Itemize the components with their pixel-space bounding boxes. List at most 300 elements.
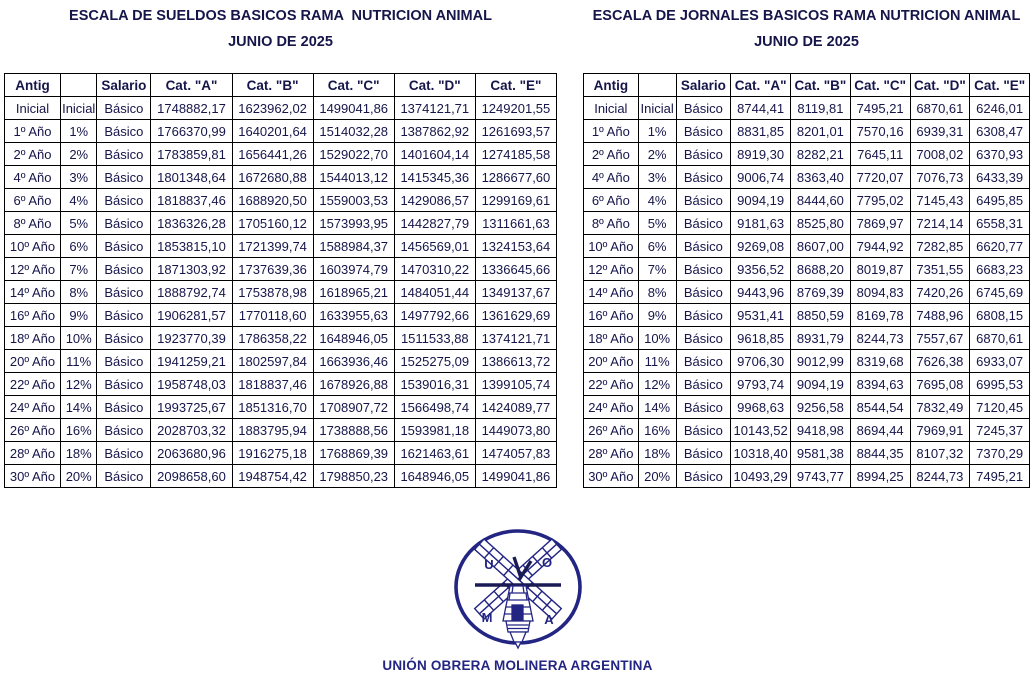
table-cell: 1656441,26 (232, 143, 313, 166)
table-cell: 6º Año (5, 189, 61, 212)
column-header: Salario (676, 74, 731, 97)
table-cell: 7245,37 (970, 419, 1030, 442)
column-header: Cat. "B" (791, 74, 851, 97)
table-cell: Inicial (61, 97, 97, 120)
table-cell: 9094,19 (791, 373, 851, 396)
table-cell: 10493,29 (731, 465, 791, 488)
table-cell: 7145,43 (910, 189, 970, 212)
table-cell: 8244,73 (850, 327, 910, 350)
table-cell: 1336645,66 (475, 258, 556, 281)
table-cell: 1663936,46 (313, 350, 394, 373)
table-cell: 7869,97 (850, 212, 910, 235)
table-cell: 6495,85 (970, 189, 1030, 212)
table-cell: 10º Año (584, 235, 639, 258)
table-cell: 1511533,88 (394, 327, 475, 350)
table-cell: 9968,63 (731, 396, 791, 419)
table-row (5, 120, 557, 143)
table-cell: 11% (638, 350, 676, 373)
table-cell: 1802597,84 (232, 350, 313, 373)
table-cell: Básico (676, 189, 731, 212)
table-cell: 18º Año (5, 327, 61, 350)
table-cell: 24º Año (584, 396, 639, 419)
table-cell: 8363,40 (791, 166, 851, 189)
table-cell: 7076,73 (910, 166, 970, 189)
table-cell: 1888792,74 (151, 281, 232, 304)
table-cell: 14% (638, 396, 676, 419)
table-cell: 8444,60 (791, 189, 851, 212)
table-cell: 8544,54 (850, 396, 910, 419)
table-cell: 1497792,66 (394, 304, 475, 327)
table-cell: 8994,25 (850, 465, 910, 488)
table-cell: 12% (638, 373, 676, 396)
table-cell: 1374121,71 (475, 327, 556, 350)
table-cell: 9531,41 (731, 304, 791, 327)
table-cell: Básico (97, 166, 151, 189)
table-cell: 2063680,96 (151, 442, 232, 465)
table-cell: 1640201,64 (232, 120, 313, 143)
table-cell: 22º Año (5, 373, 61, 396)
table-cell: 16% (61, 419, 97, 442)
table-cell: Básico (676, 304, 731, 327)
table-cell: Básico (97, 189, 151, 212)
table-cell: 1274185,58 (475, 143, 556, 166)
table-cell: 1% (61, 120, 97, 143)
table-cell: 9706,30 (731, 350, 791, 373)
column-header: Antig (5, 74, 61, 97)
table-cell: 9793,74 (731, 373, 791, 396)
table-cell: Básico (97, 373, 151, 396)
table-row (5, 281, 557, 304)
table-cell: 6433,39 (970, 166, 1030, 189)
table-cell: 1387862,92 (394, 120, 475, 143)
table-row (584, 419, 1030, 442)
table-cell: 7420,26 (910, 281, 970, 304)
table-cell: 1566498,74 (394, 396, 475, 419)
table-cell: 4% (638, 189, 676, 212)
table-cell: 20% (61, 465, 97, 488)
table-row (584, 189, 1030, 212)
table-cell: Básico (676, 143, 731, 166)
table-cell: 1249201,55 (475, 97, 556, 120)
table-cell: 7495,21 (970, 465, 1030, 488)
table-row (5, 97, 557, 120)
table-cell: 10318,40 (731, 442, 791, 465)
table-cell: 8744,41 (731, 97, 791, 120)
table-cell: 1648946,05 (313, 327, 394, 350)
table-cell: 6808,15 (970, 304, 1030, 327)
table-cell: 1883795,94 (232, 419, 313, 442)
table-cell: 10% (638, 327, 676, 350)
table-row (584, 97, 1030, 120)
table-cell: Básico (676, 166, 731, 189)
table-cell: 14% (61, 396, 97, 419)
table-cell: 8769,39 (791, 281, 851, 304)
table-row (584, 304, 1030, 327)
table-cell: 1871303,92 (151, 258, 232, 281)
table-cell: 26º Año (584, 419, 639, 442)
table-cell: Básico (97, 396, 151, 419)
table-cell: 20º Año (584, 350, 639, 373)
table-row (5, 465, 557, 488)
table-cell: 7832,49 (910, 396, 970, 419)
table-cell: 7495,21 (850, 97, 910, 120)
table-cell: Básico (676, 350, 731, 373)
table-cell: 20º Año (5, 350, 61, 373)
table-cell: Básico (97, 120, 151, 143)
table-cell: 1633955,63 (313, 304, 394, 327)
table-cell: 8525,80 (791, 212, 851, 235)
table-cell: 6870,61 (910, 97, 970, 120)
table-row (5, 327, 557, 350)
table-cell: 8% (638, 281, 676, 304)
table-cell: 1798850,23 (313, 465, 394, 488)
table-cell: 7720,07 (850, 166, 910, 189)
table-cell: 10º Año (5, 235, 61, 258)
table-cell: Básico (97, 350, 151, 373)
table-cell: 7969,91 (910, 419, 970, 442)
table-cell: 30º Año (5, 465, 61, 488)
table-cell: Básico (97, 258, 151, 281)
table-cell: 1623962,02 (232, 97, 313, 120)
table-cell: 6939,31 (910, 120, 970, 143)
table-cell: 1770118,60 (232, 304, 313, 327)
table-cell: 1261693,57 (475, 120, 556, 143)
table-cell: 1386613,72 (475, 350, 556, 373)
sueldos-table (4, 73, 557, 488)
table-cell: 1470310,22 (394, 258, 475, 281)
table-cell: 7570,16 (850, 120, 910, 143)
column-header (61, 74, 97, 97)
table-cell: 24º Año (5, 396, 61, 419)
table-cell: 1923770,39 (151, 327, 232, 350)
table-cell: Básico (97, 281, 151, 304)
table-cell: 1474057,83 (475, 442, 556, 465)
column-header: Antig (584, 74, 639, 97)
table-cell: 22º Año (584, 373, 639, 396)
table-cell: 18º Año (584, 327, 639, 350)
table-cell: 1544013,12 (313, 166, 394, 189)
column-header: Cat. "A" (731, 74, 791, 97)
table-cell: Básico (676, 327, 731, 350)
table-cell: 8019,87 (850, 258, 910, 281)
table-cell: 7557,67 (910, 327, 970, 350)
table-cell: 9743,77 (791, 465, 851, 488)
table-cell: 1738888,56 (313, 419, 394, 442)
column-header: Cat. "B" (232, 74, 313, 97)
table-cell: 9012,99 (791, 350, 851, 373)
table-cell: 8319,68 (850, 350, 910, 373)
table-cell: 8244,73 (910, 465, 970, 488)
table-cell: 8º Año (5, 212, 61, 235)
table-cell: 1593981,18 (394, 419, 475, 442)
table-cell: 9418,98 (791, 419, 851, 442)
table-cell: 1324153,64 (475, 235, 556, 258)
table-cell: 6308,47 (970, 120, 1030, 143)
table-cell: Básico (676, 281, 731, 304)
column-header: Cat. "E" (970, 74, 1030, 97)
table-row (5, 442, 557, 465)
table-cell: 18% (638, 442, 676, 465)
table-cell: Básico (676, 235, 731, 258)
table-cell: 3% (61, 166, 97, 189)
logo-letter-u: U (483, 557, 494, 572)
table-cell: 1768869,39 (313, 442, 394, 465)
table-cell: 1836326,28 (151, 212, 232, 235)
table-row (584, 442, 1030, 465)
table-cell: Básico (97, 143, 151, 166)
table-cell: 16º Año (584, 304, 639, 327)
table-cell: 6% (61, 235, 97, 258)
table-cell: 10% (61, 327, 97, 350)
table-row (584, 166, 1030, 189)
table-cell: 1618965,21 (313, 281, 394, 304)
column-header: Salario (97, 74, 151, 97)
logo-letter-m: M (481, 610, 492, 625)
table-cell: 1708907,72 (313, 396, 394, 419)
table-row (5, 143, 557, 166)
table-cell: 1415345,36 (394, 166, 475, 189)
table-cell: 6933,07 (970, 350, 1030, 373)
table-cell: 7645,11 (850, 143, 910, 166)
table-cell: 6745,69 (970, 281, 1030, 304)
jornales-table (583, 73, 1030, 488)
table-cell: 1% (638, 120, 676, 143)
table-cell: Básico (676, 258, 731, 281)
column-header: Cat. "D" (910, 74, 970, 97)
table-row (5, 350, 557, 373)
table-cell: Inicial (5, 97, 61, 120)
table-row (5, 258, 557, 281)
windmill-logo-icon (452, 528, 584, 652)
table-cell: Básico (97, 304, 151, 327)
sueldos-subtitle: JUNIO DE 2025 (228, 33, 333, 50)
table-cell: 8694,44 (850, 419, 910, 442)
table-cell: 6683,23 (970, 258, 1030, 281)
table-cell: 1525275,09 (394, 350, 475, 373)
table-row (584, 212, 1030, 235)
table-cell: Básico (97, 212, 151, 235)
table-cell: 1948754,42 (232, 465, 313, 488)
table-cell: Básico (97, 465, 151, 488)
table-row (584, 465, 1030, 488)
table-cell: 8º Año (584, 212, 639, 235)
table-cell: 4º Año (584, 166, 639, 189)
table-cell: 9181,63 (731, 212, 791, 235)
table-cell: 1349137,67 (475, 281, 556, 304)
table-cell: 1678926,88 (313, 373, 394, 396)
table-row (5, 189, 557, 212)
table-cell: 8831,85 (731, 120, 791, 143)
table-cell: 7626,38 (910, 350, 970, 373)
table-cell: 1958748,03 (151, 373, 232, 396)
table-cell: 8688,20 (791, 258, 851, 281)
table-cell: 2028703,32 (151, 419, 232, 442)
table-cell: 8094,83 (850, 281, 910, 304)
table-cell: 1648946,05 (394, 465, 475, 488)
table-cell: 11% (61, 350, 97, 373)
header-row (5, 74, 557, 97)
table-cell: Básico (676, 120, 731, 143)
table-row (584, 373, 1030, 396)
table-cell: 1286677,60 (475, 166, 556, 189)
table-cell: 7% (61, 258, 97, 281)
table-cell: 9443,96 (731, 281, 791, 304)
table-cell: Inicial (638, 97, 676, 120)
table-cell: 8107,32 (910, 442, 970, 465)
table-row (584, 281, 1030, 304)
table-cell: Básico (676, 97, 731, 120)
table-cell: 30º Año (584, 465, 639, 488)
table-cell: 1705160,12 (232, 212, 313, 235)
table-cell: 1º Año (584, 120, 639, 143)
table-row (5, 166, 557, 189)
table-cell: 6870,61 (970, 327, 1030, 350)
table-cell: 1853815,10 (151, 235, 232, 258)
table-cell: 1449073,80 (475, 419, 556, 442)
table-cell: 1499041,86 (475, 465, 556, 488)
table-row (584, 327, 1030, 350)
table-cell: 6620,77 (970, 235, 1030, 258)
table-cell: 2º Año (5, 143, 61, 166)
table-cell: 1539016,31 (394, 373, 475, 396)
table-cell: 6558,31 (970, 212, 1030, 235)
table-cell: 10143,52 (731, 419, 791, 442)
table-cell: 1818837,46 (232, 373, 313, 396)
table-row (5, 212, 557, 235)
table-cell: 7214,14 (910, 212, 970, 235)
table-cell: 1737639,36 (232, 258, 313, 281)
table-cell: 8394,63 (850, 373, 910, 396)
table-cell: 1484051,44 (394, 281, 475, 304)
table-cell: 18% (61, 442, 97, 465)
table-cell: Básico (676, 419, 731, 442)
table-cell: 6º Año (584, 189, 639, 212)
table-cell: 1456569,01 (394, 235, 475, 258)
column-header: Cat. "C" (850, 74, 910, 97)
table-cell: 26º Año (5, 419, 61, 442)
table-cell: 1748882,17 (151, 97, 232, 120)
table-row (584, 235, 1030, 258)
table-cell: 1514032,28 (313, 120, 394, 143)
table-cell: 9% (61, 304, 97, 327)
table-cell: 7695,08 (910, 373, 970, 396)
table-cell: 1588984,37 (313, 235, 394, 258)
table-cell: 9006,74 (731, 166, 791, 189)
table-cell: 6% (638, 235, 676, 258)
table-cell: 8201,01 (791, 120, 851, 143)
jornales-subtitle: JUNIO DE 2025 (754, 33, 859, 50)
union-logo-area (0, 528, 1035, 673)
table-cell: 12% (61, 373, 97, 396)
table-cell: 7488,96 (910, 304, 970, 327)
table-cell: 7351,55 (910, 258, 970, 281)
table-cell: 1688920,50 (232, 189, 313, 212)
column-header: Cat. "D" (394, 74, 475, 97)
table-cell: 12º Año (5, 258, 61, 281)
table-cell: 1399105,74 (475, 373, 556, 396)
table-cell: 1311661,63 (475, 212, 556, 235)
table-cell: 1851316,70 (232, 396, 313, 419)
table-cell: 1721399,74 (232, 235, 313, 258)
table-cell: 7% (638, 258, 676, 281)
table-cell: 28º Año (5, 442, 61, 465)
table-cell: 1786358,22 (232, 327, 313, 350)
table-cell: 20% (638, 465, 676, 488)
column-header: Cat. "A" (151, 74, 232, 97)
table-cell: 8919,30 (731, 143, 791, 166)
table-row (584, 396, 1030, 419)
table-cell: Básico (97, 235, 151, 258)
table-cell: 9094,19 (731, 189, 791, 212)
table-cell: 2% (638, 143, 676, 166)
table-cell: 1621463,61 (394, 442, 475, 465)
table-cell: 1424089,77 (475, 396, 556, 419)
table-cell: 7944,92 (850, 235, 910, 258)
table-cell: Básico (97, 442, 151, 465)
table-cell: Básico (676, 442, 731, 465)
table-cell: 2º Año (584, 143, 639, 166)
table-cell: 1766370,99 (151, 120, 232, 143)
table-cell: 4º Año (5, 166, 61, 189)
table-cell: 9256,58 (791, 396, 851, 419)
table-cell: Básico (676, 396, 731, 419)
table-cell: 8169,78 (850, 304, 910, 327)
table-cell: 6370,93 (970, 143, 1030, 166)
header-row (584, 74, 1030, 97)
table-cell: 6246,01 (970, 97, 1030, 120)
table-row (5, 373, 557, 396)
table-cell: 8119,81 (791, 97, 851, 120)
sueldos-section (4, 8, 557, 488)
table-cell: 12º Año (584, 258, 639, 281)
table-cell: 1941259,21 (151, 350, 232, 373)
table-cell: 8844,35 (850, 442, 910, 465)
table-cell: 16% (638, 419, 676, 442)
table-cell: 7008,02 (910, 143, 970, 166)
table-cell: Básico (97, 97, 151, 120)
table-row (5, 396, 557, 419)
table-cell: 14º Año (5, 281, 61, 304)
table-cell: 2% (61, 143, 97, 166)
table-cell: 4% (61, 189, 97, 212)
column-header (638, 74, 676, 97)
table-cell: 1993725,67 (151, 396, 232, 419)
table-cell: 14º Año (584, 281, 639, 304)
table-cell: 1753878,98 (232, 281, 313, 304)
table-row (584, 350, 1030, 373)
table-cell: 1559003,53 (313, 189, 394, 212)
logo-letter-a: A (543, 612, 554, 627)
sueldos-title: ESCALA DE SUELDOS BASICOS RAMA NUTRICION ANIMAL (69, 8, 492, 24)
table-cell: 1374121,71 (394, 97, 475, 120)
logo-letter-o: O (541, 555, 552, 570)
table-cell: 1299169,61 (475, 189, 556, 212)
table-cell: 8282,21 (791, 143, 851, 166)
table-cell: 6995,53 (970, 373, 1030, 396)
table-cell: Inicial (584, 97, 639, 120)
table-cell: 1401604,14 (394, 143, 475, 166)
table-row (584, 258, 1030, 281)
column-header: Cat. "E" (475, 74, 556, 97)
table-cell: 8850,59 (791, 304, 851, 327)
table-cell: 1783859,81 (151, 143, 232, 166)
table-cell: 7282,85 (910, 235, 970, 258)
table-row (584, 143, 1030, 166)
table-cell: 1499041,86 (313, 97, 394, 120)
table-cell: 5% (61, 212, 97, 235)
table-cell: 1672680,88 (232, 166, 313, 189)
table-cell: 1442827,79 (394, 212, 475, 235)
